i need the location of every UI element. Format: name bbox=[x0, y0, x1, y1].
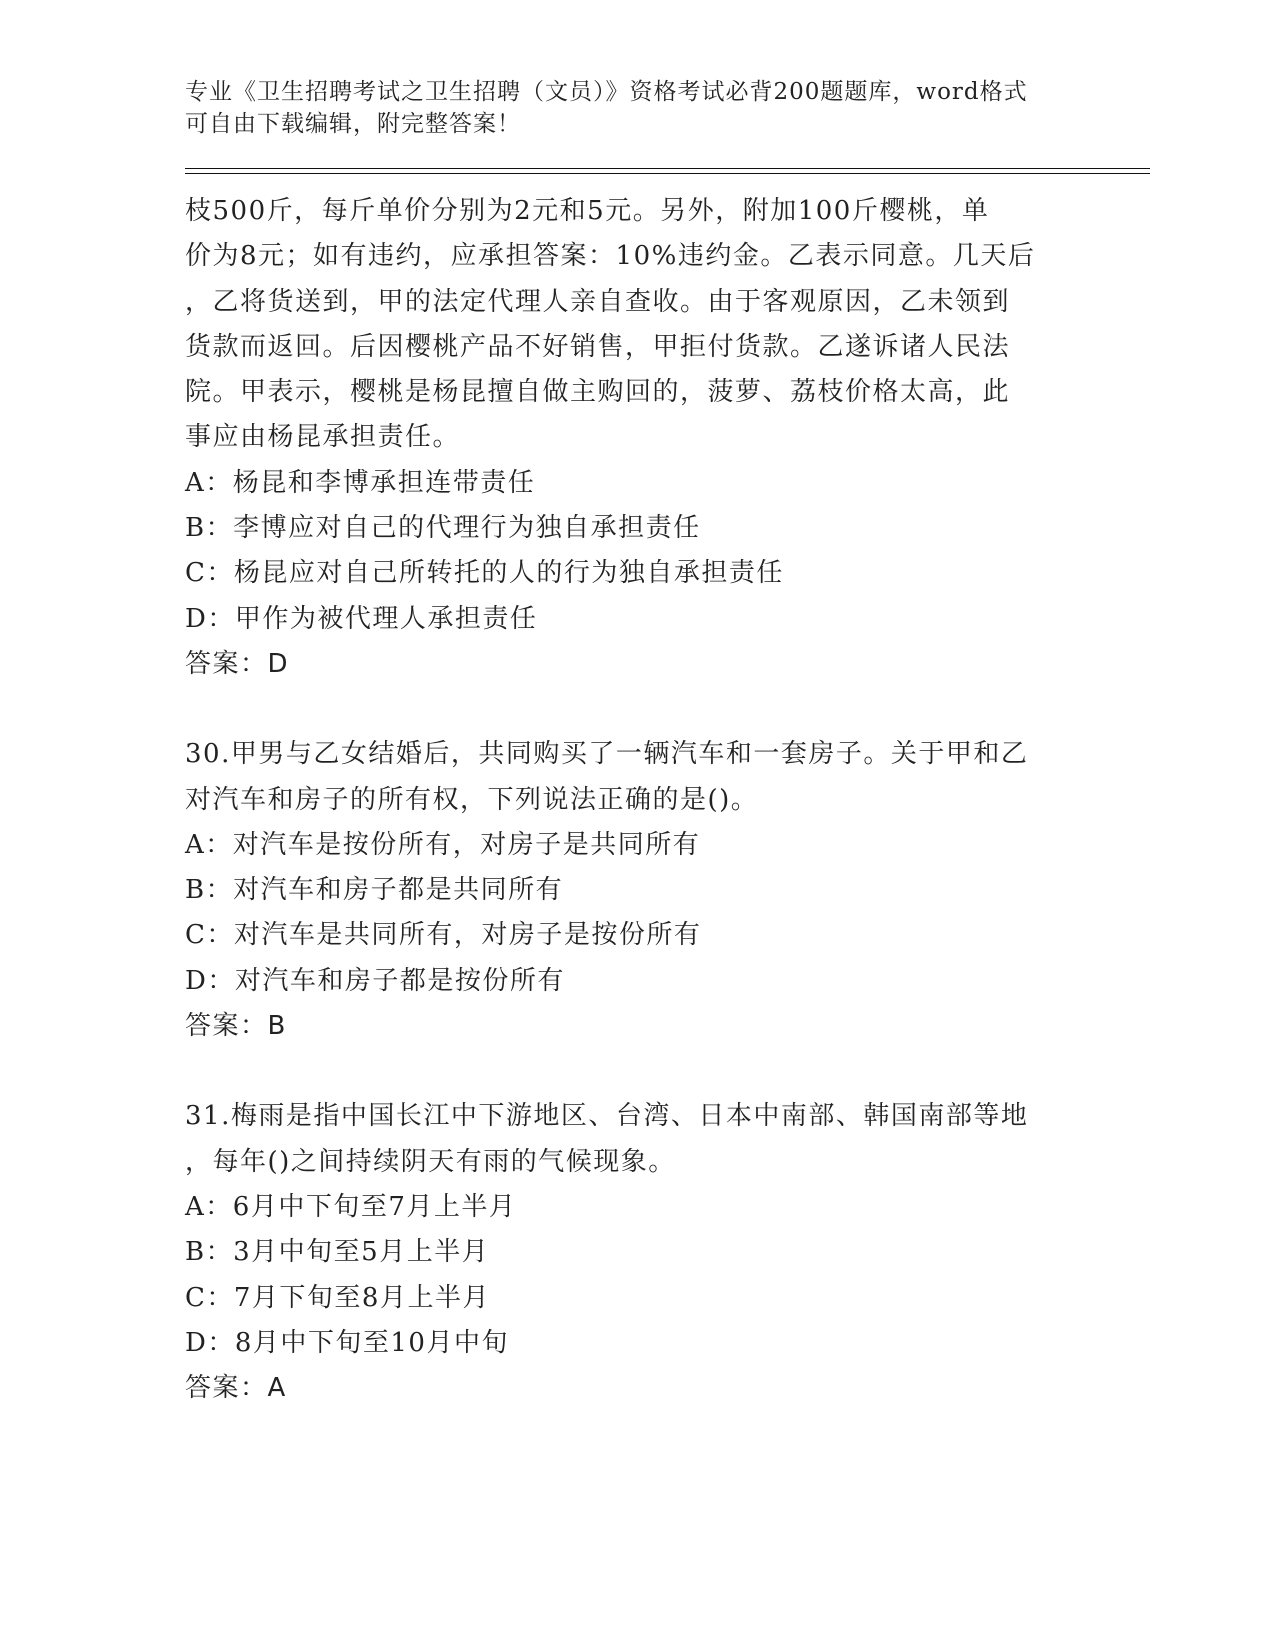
answer-label: 答案：A bbox=[185, 1373, 287, 1404]
question-stem-line: ，每年()之间持续阴天有雨的气候现象。 bbox=[185, 1146, 676, 1177]
question-spacer bbox=[185, 687, 1085, 732]
question-stem-line: 对汽车和房子的所有权，下列说法正确的是()。 bbox=[185, 784, 759, 815]
header-line-1: 专业《卫生招聘考试之卫生招聘（文员）》资格考试必背200题题库，word格式 bbox=[185, 79, 1028, 105]
question-stem-line: 价为8元；如有违约，应承担答案：10%违约金。乙表示同意。几天后 bbox=[185, 241, 1036, 272]
document-header bbox=[185, 76, 1085, 140]
option-d: D：甲作为被代理人承担责任 bbox=[185, 603, 538, 634]
question-29 bbox=[185, 189, 1085, 687]
option-c: C：7月下旬至8月上半月 bbox=[185, 1282, 490, 1313]
question-stem-line: 枝500斤，每斤单价分别为2元和5元。另外，附加100斤樱桃，单 bbox=[185, 196, 990, 226]
question-stem-line: 事应由杨昆承担责任。 bbox=[185, 422, 461, 453]
question-stem-line: 30.甲男与乙女结婚后，共同购买了一辆汽车和一套房子。关于甲和乙 bbox=[185, 739, 1029, 770]
question-content bbox=[185, 189, 1085, 1411]
answer-label: 答案：B bbox=[185, 1011, 287, 1042]
option-b: B：李博应对自己的代理行为独自承担责任 bbox=[185, 513, 701, 544]
option-b: B：3月中旬至5月上半月 bbox=[185, 1237, 490, 1268]
option-c: C：对汽车是共同所有，对房子是按份所有 bbox=[185, 920, 702, 951]
header-line-2: 可自由下载编辑，附完整答案！ bbox=[185, 111, 521, 137]
question-31 bbox=[185, 1094, 1085, 1411]
option-a: A：6月中下旬至7月上半月 bbox=[185, 1191, 517, 1222]
header-rule-bottom bbox=[185, 173, 1150, 174]
option-b: B：对汽车和房子都是共同所有 bbox=[185, 875, 564, 906]
question-stem-line: 31.梅雨是指中国长江中下游地区、台湾、日本中南部、韩国南部等地 bbox=[185, 1101, 1029, 1132]
question-30 bbox=[185, 732, 1085, 1049]
option-d: D：8月中下旬至10月中旬 bbox=[185, 1327, 509, 1358]
option-d: D：对汽车和房子都是按份所有 bbox=[185, 965, 565, 996]
option-a: A：对汽车是按份所有，对房子是共同所有 bbox=[185, 829, 701, 860]
answer-label: 答案：D bbox=[185, 648, 290, 679]
option-c: C：杨昆应对自己所转托的人的行为独自承担责任 bbox=[185, 558, 784, 589]
question-stem-line: ，乙将货送到，甲的法定代理人亲自查收。由于客观原因，乙未领到 bbox=[185, 286, 1011, 317]
header-rule-top bbox=[185, 168, 1150, 169]
option-a: A：杨昆和李博承担连带责任 bbox=[185, 467, 536, 498]
question-stem-line: 院。甲表示，樱桃是杨昆擅自做主购回的，菠萝、荔枝价格太高，此 bbox=[185, 377, 1011, 408]
question-stem-line: 货款而返回。后因樱桃产品不好销售，甲拒付货款。乙遂诉诸人民法 bbox=[185, 331, 1011, 362]
question-spacer bbox=[185, 1049, 1085, 1094]
